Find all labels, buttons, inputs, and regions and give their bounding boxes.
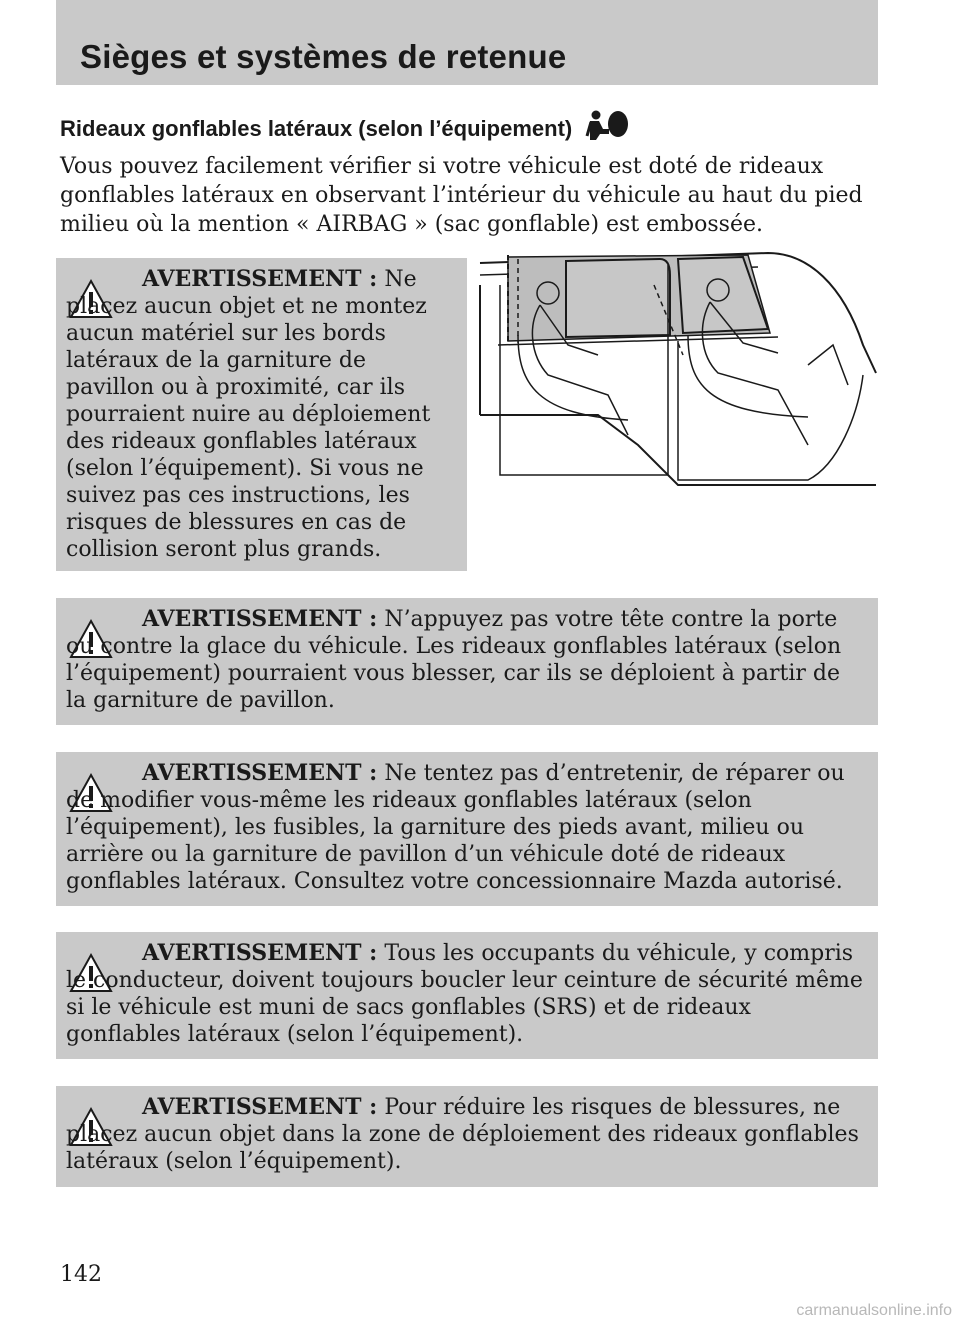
warning-text-4 <box>66 940 866 1048</box>
warning-box-4 <box>56 932 878 1059</box>
warning-label-1: AVERTISSEMENT : <box>142 266 378 292</box>
warning-body-4: Tous les occupants du véhicule, y compris le conducteur, doivent toujours boucler leur ceinture de sécurité même si le véhicule est muni de sacs gonflables (SRS) et de rideaux gonflables latéraux (selon l’équipement). <box>66 941 863 1047</box>
warning-label-3: AVERTISSEMENT : <box>142 760 378 786</box>
warning-body-1: Ne placez aucun objet et ne montez aucun matériel sur les bords latéraux de la garniture de pavillon ou à proximité, car ils pourraient nuire au déploiement des rideaux gonflables latéraux (selon l’équipement). Si vous ne suivez pas ces instructions, les risques de blessures en cas de collision seront plus grands. <box>66 267 431 562</box>
warning-label-2: AVERTISSEMENT : <box>142 606 378 632</box>
warning-body-2: N’appuyez pas votre tête contre la porte ou contre la glace du véhicule. Les rideaux gonflables latéraux (selon l’équipement) pourraient vous blesser, car ils se déploient à partir de la garniture de pavillon. <box>66 607 842 713</box>
warning-text-2 <box>66 606 866 714</box>
intro-paragraph: Vous pouvez facilement vérifier si votre véhicule est doté de rideaux gonflables latéraux en observant l’intérieur du véhicule au haut du pied milieu où la mention « AIRBAG » (sac gonflable) est embossée. <box>60 154 863 237</box>
warning-label-4: AVERTISSEMENT : <box>142 940 378 966</box>
warning-box-3 <box>56 752 878 906</box>
curtain-airbag-diagram <box>478 245 878 495</box>
section-title <box>60 110 630 142</box>
warning-box-1 <box>56 258 467 571</box>
page-title: Sièges et systèmes de retenue <box>80 38 567 75</box>
section-title-text: Rideaux gonflables latéraux (selon l’équipement) <box>60 116 573 141</box>
warning-body-3: Ne tentez pas d’entretenir, de réparer ou de modifier vous-même les rideaux gonflables latéraux (selon l’équipement), les fusibles, la garniture des pieds avant, milieu ou arrière ou la garniture de pavillon d’un véhicule doté de rideaux gonflables latéraux. Consultez votre concessionnaire Mazda autorisé. <box>66 761 845 894</box>
page-number: 142 <box>60 1262 102 1287</box>
warning-box-5 <box>56 1086 878 1187</box>
warning-box-2 <box>56 598 878 725</box>
airbag-seated-person-icon <box>584 110 630 142</box>
watermark: carmanualsonline.info <box>796 1302 952 1319</box>
warning-text-1 <box>66 266 458 563</box>
warning-label-5: AVERTISSEMENT : <box>142 1094 378 1120</box>
warning-body-5: Pour réduire les risques de blessures, ne placez aucun objet dans la zone de déploiement des rideaux gonflables latéraux (selon l’équipement). <box>66 1095 859 1174</box>
warning-text-5 <box>66 1094 866 1175</box>
warning-text-3 <box>66 760 866 895</box>
